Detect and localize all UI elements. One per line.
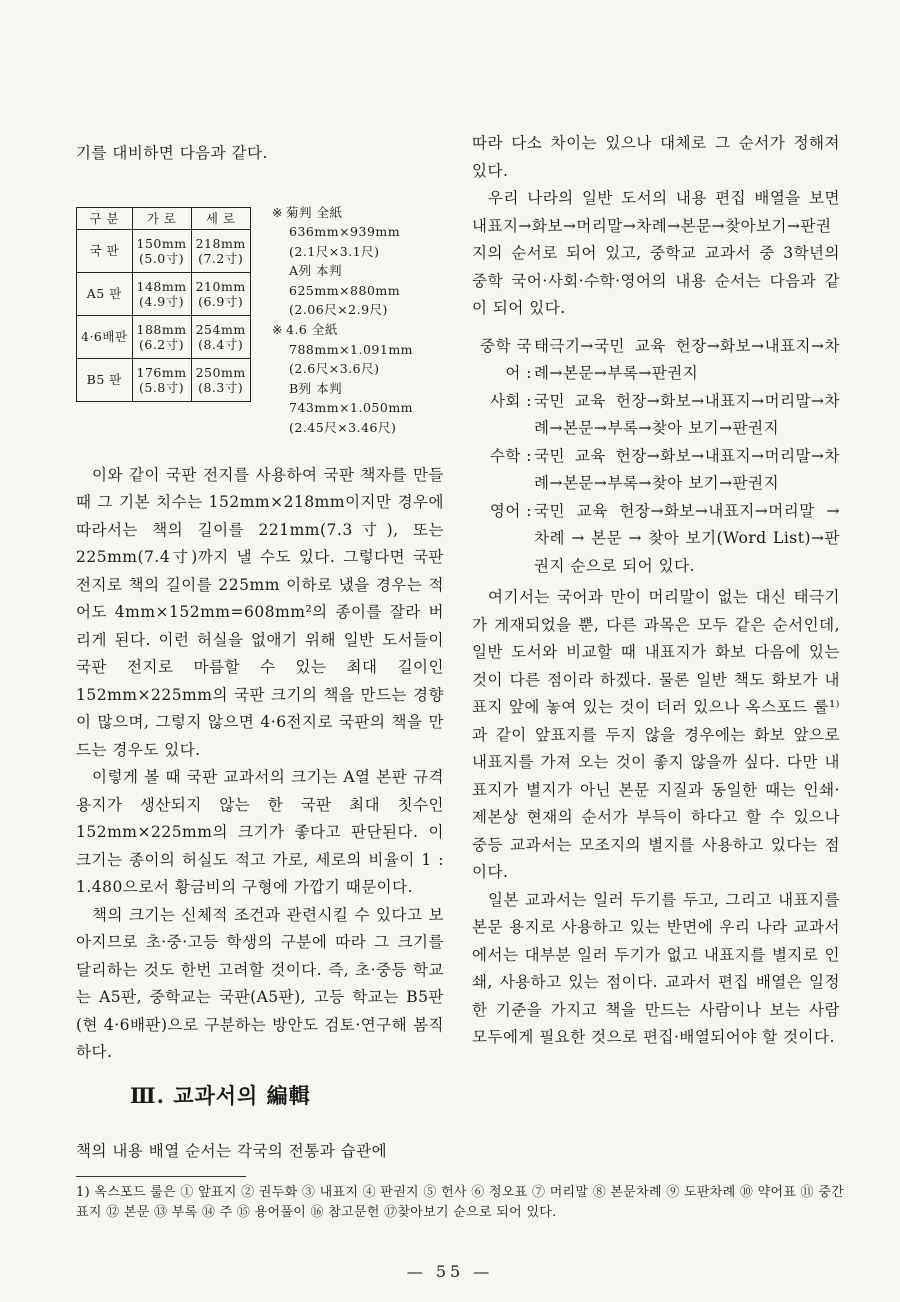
footnote-rule: [76, 1176, 246, 1177]
note-line: 625mm×880mm: [289, 282, 401, 298]
paragraph: 이와 같이 국판 전지를 사용하여 국판 책자를 만들 때 그 기본 치수는 152mm×218mm이지만 경우에 따라서는 책의 길이를 221mm(7.3寸), 또는 225mm(7.4寸)까지 낼 수도 있다. 그렇다면 국판 전지로 책의 길이를 225mm 이하로 냈을 경우는 적어도 4mm×152mm=608mm²의 종이를 잘라 버리게 된다. 이런 허실을 없애기 위해 일반 도서들이 국판 전지로 마름할 수 있는 최대 길이인 152mm×225mm의 국판 크기의 책을 만드는 경향이 많으며, 그렇지 않으면 4·6전지로 국판의 책을 만드는 경우도 있다.: [76, 465, 444, 759]
note-line: (2.45尺×3.46尺): [289, 420, 397, 436]
note-mark: ※: [272, 204, 283, 220]
subject-label: 중학 국어 :: [480, 336, 532, 382]
note-line: 636mm×939mm: [289, 224, 401, 240]
table-row: [77, 272, 251, 315]
table-row: [77, 315, 251, 358]
sequence-text: 태극기→국민 교육 헌장→화보→내표지→차례→본문→부록→판권지: [534, 336, 840, 382]
height-cell: 218mm (7.2寸): [191, 229, 250, 272]
note-line: B列 本判: [289, 380, 343, 396]
note-line: 743mm×1.050mm: [289, 400, 414, 416]
paper-size-area: [76, 172, 444, 462]
height-cell: 250mm (8.3寸): [191, 358, 250, 401]
width-cell: 150mm (5.0寸): [132, 229, 191, 272]
footnote: 1) 옥스포드 룰은 ① 앞표지 ② 권두화 ③ 내표지 ④ 판권지 ⑤ 헌사 ⑥ 정오표 ⑦ 머리말 ⑧ 본문차례 ⑨ 도판차례 ⑩ 약어표 ⑪ 중간표지 ⑫ 본문 ⑬ 부록 ⑭ 주 ⑮ 용어풀이 ⑯ 참고문헌 ⑰찾아보기 순으로 되어 있다.: [76, 1185, 845, 1220]
list-item: [472, 388, 840, 443]
sequence-text: 국민 교육 헌장→화보→내표지→머리말→차례→본문→부록→찾아 보기→판권지: [534, 391, 840, 437]
paragraph: 우리 나라의 일반 도서의 내용 편집 배열을 보면 내표지→화보→머리말→차례→본문→찾아보기→판권지의 순서로 되어 있고, 중학교 교과서 중 3학년의 중학 국어·사회·수학·영어의 내용 순서는 다음과 같이 되어 있다.: [472, 189, 840, 317]
header-cell: 세 로: [191, 207, 250, 229]
row-name: B5 판: [77, 358, 133, 401]
note-line: A列 本判: [289, 263, 343, 279]
paper-notes: [272, 203, 442, 438]
row-name: 4·6배판: [77, 315, 133, 358]
note-line: (2.06尺×2.9尺): [289, 302, 388, 318]
sequence-text: 국민 교육 헌장→화보→내표지→머리말 → 차례 → 본문 → 찾아 보기(Word List)→판권지 순으로 되어 있다.: [534, 501, 840, 575]
table-header-row: [77, 207, 251, 229]
list-item: [472, 498, 840, 581]
paragraph: 일본 교과서는 일러 두기를 두고, 그리고 내표지를 본문 용지로 사용하고 있는 반면에 우리 나라 교과서에서는 대부분 일러 두기가 없고 내표지를 별지로 인쇄, 사용하고 있는 점이다. 교과서 편집 배열은 일정한 기준을 가지고 책을 만드는 사람이나 보는 사람 모두에게 필요한 것으로 편집·배열되어야 할 것이다.: [472, 890, 840, 1046]
width-cell: 188mm (6.2寸): [132, 315, 191, 358]
header-cell: 구 분: [77, 207, 133, 229]
note-line: 4.6 全紙: [286, 322, 338, 338]
right-column: [472, 130, 840, 1052]
height-cell: 254mm (8.4寸): [191, 315, 250, 358]
subject-label: 영어 :: [489, 501, 532, 520]
note-line: 788mm×1.091mm: [289, 341, 414, 357]
table-row: [77, 229, 251, 272]
subject-label: 수학 :: [489, 446, 532, 465]
row-name: 국 판: [77, 229, 133, 272]
sequence-text: 국민 교육 헌장→화보→내표지→머리말→차례→본문→부록→찾아 보기→판권지: [534, 446, 840, 492]
subject-label: 사회 :: [489, 391, 532, 410]
width-cell: 148mm (4.9寸): [132, 272, 191, 315]
paragraph: 이렇게 볼 때 국판 교과서의 크기는 A열 본판 규격 용지가 생산되지 않는 한 국판 최대 칫수인 152mm×225mm의 크기가 좋다고 판단된다. 이 크기는 종이의 허실도 적고 가로, 세로의 비율이 1 : 1.480으로서 황금비의 구형에 가깝기 때문이다.: [76, 768, 444, 896]
paragraph: 여기서는 국어과 만이 머리말이 없는 대신 태극기가 게재되었을 뿐, 다른 과목은 모두 같은 순서인데, 일반 도서와 비교할 때 내표지가 화보 다음에 있는 것이 다른 점이라 하겠다. 물론 일반 책도 화보가 내표지 앞에 놓여 있는 것이 더러 있으나 옥스포드 룰¹⁾과 같이 앞표지를 두지 않을 경우에는 화보 앞으로 내표지를 가져 오는 것이 좋지 않을까 싶다. 다만 내표지가 별지가 아닌 본문 지질과 동일한 때는 인쇄·제본상 현재의 순서가 부득이 하다고 할 수 있으나 중등 교과서는 모조지의 별지를 사용하고 있다는 점이다.: [472, 588, 840, 881]
note-line: (2.6尺×3.6尺): [289, 361, 380, 377]
paragraph: 따라 다소 차이는 있으나 대체로 그 순서가 정해져 있다.: [472, 134, 840, 180]
table-row: [77, 358, 251, 401]
width-cell: 176mm (5.8寸): [132, 358, 191, 401]
note-mark: ※: [272, 322, 283, 338]
content-order-list: [472, 333, 840, 581]
section-heading: Ⅲ. 교과서의 編輯: [130, 1083, 311, 1108]
height-cell: 210mm (6.9寸): [191, 272, 250, 315]
intro-line: 기를 대비하면 다음과 같다.: [76, 144, 268, 162]
row-name: A5 판: [77, 272, 133, 315]
paragraph: 책의 크기는 신체적 조건과 관련시킬 수 있다고 보아지므로 초·중·고등 학생의 구분에 따라 그 크기를 달리하는 것도 한번 고려할 것이다. 즉, 초·중등 학교는 A5판, 중학교는 국판(A5판), 고등 학교는 B5판(현 4·6배판)으로 구분하는 방안도 검토·연구해 봄직하다.: [76, 905, 444, 1061]
paragraph: 책의 내용 배열 순서는 각국의 전통과 습관에: [76, 1142, 388, 1160]
note-line: (2.1尺×3.1尺): [289, 243, 380, 259]
header-cell: 가 로: [132, 207, 191, 229]
list-item: [472, 333, 840, 388]
list-item: [472, 443, 840, 498]
page-number: — 55 —: [406, 1262, 494, 1281]
note-line: 菊判 全紙: [286, 204, 343, 220]
left-column: [76, 140, 444, 1067]
paper-size-table: [76, 207, 251, 402]
